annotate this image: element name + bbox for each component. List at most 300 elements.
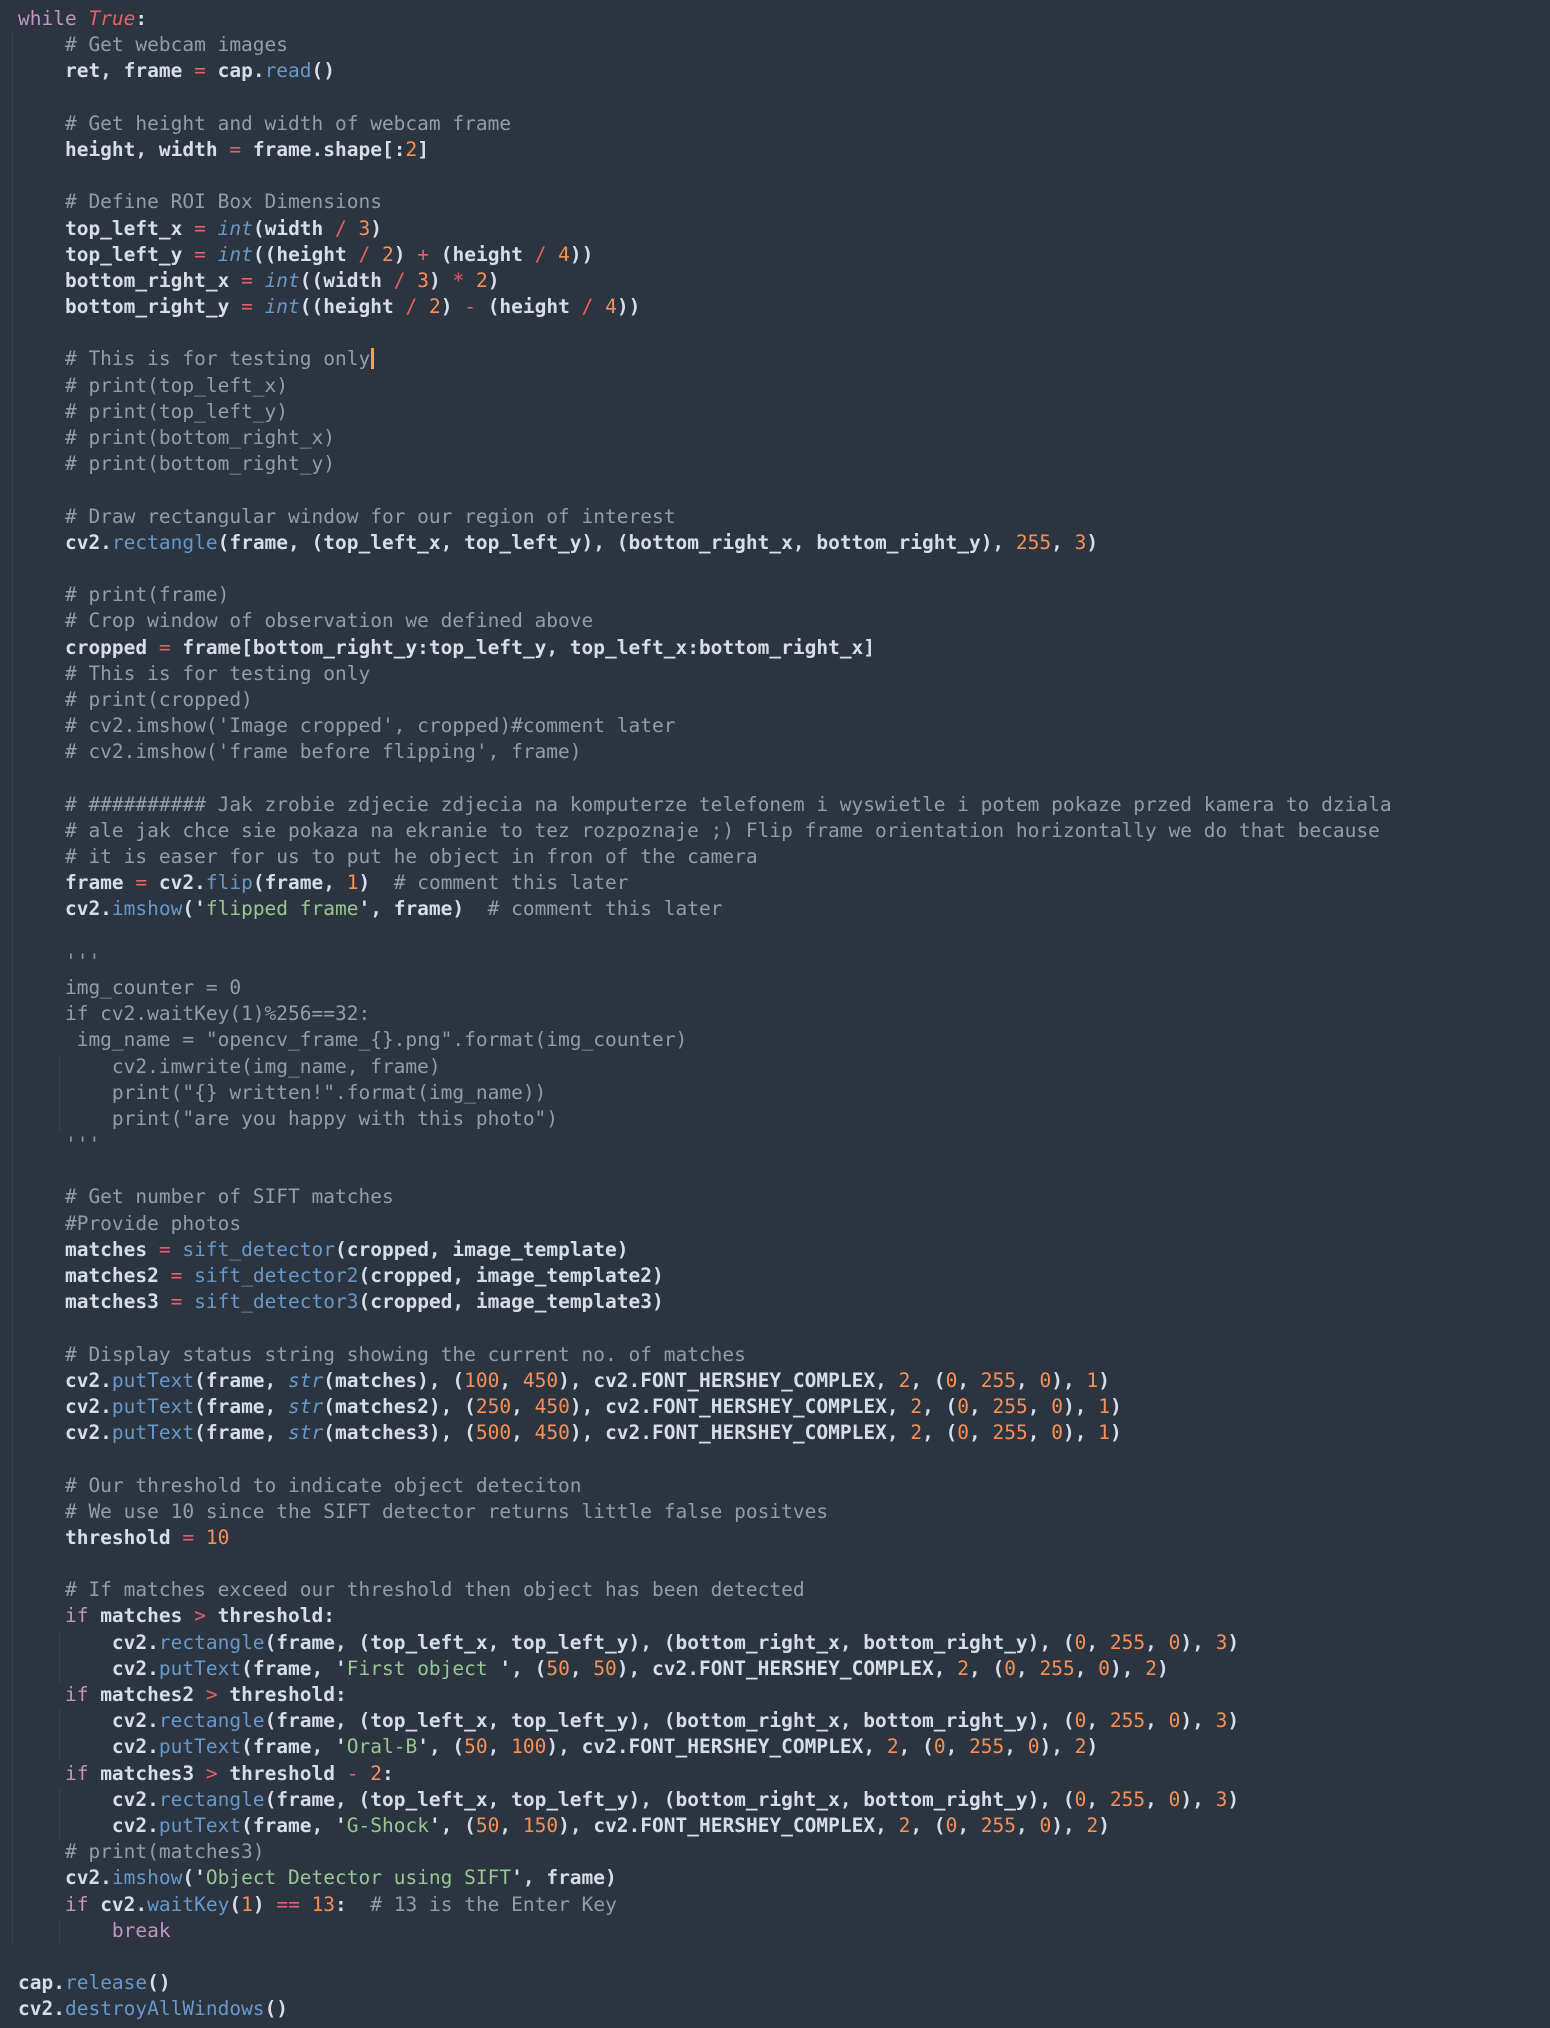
code-token: , [945, 1735, 970, 1759]
code-token: 0 [1027, 1735, 1040, 1759]
code-token: , [1086, 1630, 1110, 1654]
code-token [206, 243, 218, 266]
code-token: 250 [475, 1394, 512, 1418]
code-line-55[interactable] [18, 1420, 1392, 1446]
code-line-14[interactable] [18, 346, 1392, 372]
code-token: 255 [1109, 1787, 1146, 1811]
code-token: 50 [475, 1813, 500, 1837]
code-token: ] [417, 137, 429, 161]
code-token: / [335, 216, 347, 240]
code-line-54[interactable] [18, 1394, 1392, 1420]
code-token: Object Detector using SIFT [205, 1866, 512, 1890]
code-line-21[interactable] [18, 530, 1392, 556]
code-line-43[interactable] [18, 1106, 1392, 1132]
code-token: # print(frame) [18, 583, 230, 607]
code-token: ''' [18, 949, 101, 973]
code-token: , [1145, 1630, 1169, 1654]
code-token: , [511, 1421, 535, 1445]
code-token: (frame, ' [241, 1656, 347, 1680]
code-line-6[interactable] [18, 137, 1392, 163]
code-line-52[interactable] [18, 1342, 1392, 1368]
code-line-58[interactable] [18, 1499, 1392, 1525]
code-token: 1 [346, 871, 359, 895]
code-token [464, 269, 476, 292]
code-token: , [1016, 1813, 1040, 1837]
code-token: cv2. [18, 1656, 159, 1680]
code-token: ) [1227, 1787, 1240, 1811]
code-token: 255 [992, 1394, 1028, 1418]
code-token: ), [1063, 1421, 1099, 1445]
code-token: 255 [992, 1421, 1028, 1445]
code-token: , ( [910, 1368, 946, 1392]
code-line-73[interactable] [18, 1892, 1392, 1918]
code-token: 50 [546, 1656, 570, 1680]
code-token: () [311, 59, 336, 83]
code-line-60[interactable] [18, 1551, 1392, 1577]
code-line-29[interactable] [18, 739, 1392, 765]
code-line-46[interactable] [18, 1184, 1392, 1210]
code-token: 2 [428, 295, 441, 319]
code-token: 100 [511, 1735, 547, 1759]
code-token: threshold: [217, 1683, 347, 1706]
code-token: ((height [299, 295, 406, 319]
code-line-51[interactable] [18, 1315, 1392, 1341]
code-token: matches2 [18, 1264, 171, 1287]
code-token: sift_detector2 [194, 1264, 359, 1287]
code-token: + [417, 242, 429, 266]
code-line-27[interactable] [18, 687, 1392, 713]
code-token: cv2. [100, 1892, 148, 1916]
code-token: > [205, 1683, 218, 1706]
code-token [253, 295, 265, 318]
code-token: # Define ROI Box Dimensions [18, 190, 382, 214]
code-token: matches3 [18, 1290, 171, 1314]
code-token: ', ( [428, 1813, 476, 1837]
code-token: # We use 10 since the SIFT detector returns little false positves [18, 1499, 829, 1523]
code-line-30[interactable] [18, 765, 1392, 791]
code-token: / [358, 242, 371, 266]
code-token: 1 [1086, 1368, 1099, 1392]
code-token: cv2. [18, 1394, 112, 1418]
code-line-48[interactable] [18, 1237, 1392, 1263]
code-line-53[interactable] [18, 1368, 1392, 1394]
code-token: )) [616, 295, 641, 319]
code-line-62[interactable] [18, 1603, 1392, 1629]
code-line-69[interactable] [18, 1787, 1392, 1813]
code-token: , [1145, 1709, 1169, 1733]
code-line-28[interactable] [18, 713, 1392, 739]
code-token: # comment this later [393, 871, 629, 895]
code-token: str [288, 1394, 324, 1418]
code-token: > [205, 1761, 218, 1785]
code-token: 2 [1074, 1735, 1087, 1759]
code-token: # ale jak chce sie pokaza na ekranie to tez rozpoznaje ;) Flip frame orientation horizontally we do that because [18, 818, 1380, 842]
code-token: 150 [522, 1813, 559, 1837]
code-token: 0 [957, 1421, 970, 1445]
code-line-70[interactable] [18, 1813, 1392, 1839]
code-line-34[interactable] [18, 870, 1392, 896]
code-token: = [194, 216, 206, 240]
code-token: 2 [405, 137, 418, 161]
code-token: frame[bottom_right_y:top_left_y, top_left_x:bottom_right_x] [170, 635, 876, 659]
code-line-45[interactable] [18, 1158, 1392, 1184]
code-token [182, 1290, 194, 1313]
code-token: 3 [1215, 1630, 1228, 1654]
code-line-57[interactable] [18, 1473, 1392, 1499]
code-line-63[interactable] [18, 1630, 1392, 1656]
code-line-33[interactable] [18, 844, 1392, 870]
code-line-61[interactable] [18, 1577, 1392, 1603]
code-token: (cropped, image_template3) [358, 1290, 664, 1314]
code-token: matches2 [100, 1683, 206, 1706]
code-token: cropped [18, 635, 159, 659]
code-token: destroyAllWindows [64, 1997, 265, 2021]
code-token: ), [1063, 1394, 1099, 1418]
code-token: putText [111, 1421, 195, 1445]
code-token: 255 [1039, 1656, 1075, 1680]
code-token: waitKey [147, 1892, 230, 1916]
code-line-41[interactable] [18, 1054, 1392, 1080]
code-token: , [499, 1368, 523, 1392]
code-line-2[interactable] [18, 32, 1392, 58]
code-token: int [264, 295, 300, 319]
code-token: print("{} written!".format(img_name)) [18, 1080, 547, 1104]
code-token: (matches), ( [323, 1368, 465, 1392]
code-token: sift_detector [182, 1237, 336, 1261]
code-token: matches3 [100, 1761, 206, 1785]
code-line-47[interactable] [18, 1211, 1392, 1237]
code-token: rectangle [158, 1709, 265, 1733]
code-line-20[interactable] [18, 504, 1392, 530]
code-token: 500 [475, 1421, 512, 1445]
code-token: # This is for testing only [18, 347, 371, 371]
code-line-19[interactable] [18, 477, 1392, 503]
code-line-65[interactable] [18, 1682, 1392, 1708]
code-token: 3 [417, 268, 429, 292]
code-token: = [194, 242, 206, 266]
code-token: 0 [1074, 1787, 1087, 1811]
code-token: (height [475, 295, 582, 319]
code-token: cap. [205, 59, 265, 83]
code-token: # Draw rectangular window for our region of interest [18, 504, 676, 528]
code-token: (frame, ' [241, 1735, 347, 1759]
code-token: # comment this later [487, 897, 723, 921]
code-token: / [581, 295, 594, 319]
code-token: 13 [311, 1892, 336, 1916]
code-line-39[interactable] [18, 1001, 1392, 1027]
code-token: 255 [969, 1735, 1005, 1759]
code-token: ), [1180, 1630, 1216, 1654]
code-line-18[interactable] [18, 451, 1392, 477]
code-token: (frame, [194, 1394, 289, 1418]
code-token: (frame, [252, 871, 347, 895]
code-token: 1 [241, 1892, 253, 1916]
code-line-77[interactable] [18, 1996, 1392, 2022]
code-token: ) [440, 295, 465, 319]
code-line-71[interactable] [18, 1839, 1392, 1865]
code-token: 0 [1004, 1656, 1016, 1680]
code-token: # cv2.imshow('frame before flipping', frame) [18, 740, 582, 764]
code-line-16[interactable] [18, 399, 1392, 425]
code-token: ), cv2.FONT_HERSHEY_COMPLEX, [558, 1813, 899, 1837]
code-token: # print(top_left_x) [18, 373, 289, 397]
code-token [593, 295, 605, 318]
code-line-76[interactable] [18, 1970, 1392, 1996]
code-token: 50 [464, 1735, 488, 1759]
code-line-7[interactable] [18, 163, 1392, 189]
code-token: if cv2.waitKey(1)%256==32: [18, 1002, 371, 1026]
code-token: # Get height and width of webcam frame [18, 111, 512, 135]
code-line-37[interactable] [18, 949, 1392, 975]
code-token: = [158, 635, 171, 659]
code-token: , [1086, 1709, 1110, 1733]
code-token [405, 269, 417, 292]
code-line-72[interactable] [18, 1865, 1392, 1891]
code-line-67[interactable] [18, 1734, 1392, 1760]
code-line-75[interactable] [18, 1944, 1392, 1970]
code-token: 0 [933, 1735, 946, 1759]
code-line-11[interactable] [18, 268, 1392, 294]
code-token: cv2. [18, 530, 112, 554]
code-token: 2 [910, 1394, 923, 1418]
code-token: ((height [252, 242, 359, 266]
code-token: ) [393, 242, 418, 266]
code-line-23[interactable] [18, 582, 1392, 608]
code-token: ), [1180, 1787, 1216, 1811]
code-line-59[interactable] [18, 1525, 1392, 1551]
code-token: * [452, 268, 465, 292]
code-token: img_name = "opencv_frame_{}.png".format(img_counter) [18, 1028, 688, 1052]
code-line-56[interactable] [18, 1446, 1392, 1472]
code-token: 2 [910, 1421, 923, 1445]
code-token: 0 [945, 1813, 958, 1837]
code-line-1[interactable] [18, 6, 1392, 32]
code-token: # print(bottom_right_x) [18, 426, 335, 449]
code-token: (frame, (top_left_x, top_left_y), (bottom_right_x, bottom_right_y), ( [264, 1787, 1075, 1811]
code-token: 3 [1074, 530, 1087, 554]
code-token: (height [429, 242, 535, 266]
code-token: ), cv2.FONT_HERSHEY_COMPLEX, [569, 1421, 911, 1445]
code-token: sift_detector3 [194, 1290, 359, 1314]
code-token: (frame, [194, 1421, 289, 1445]
code-token: = [229, 137, 242, 161]
code-token: ), cv2.FONT_HERSHEY_COMPLEX, [616, 1656, 958, 1680]
code-line-64[interactable] [18, 1656, 1392, 1682]
code-token: str [288, 1368, 324, 1392]
code-line-5[interactable] [18, 111, 1392, 137]
code-token: threshold [18, 1525, 183, 1549]
code-token: 0 [1168, 1787, 1181, 1811]
code-token [370, 243, 382, 266]
code-token: int [264, 268, 300, 292]
code-line-22[interactable] [18, 556, 1392, 582]
code-line-4[interactable] [18, 85, 1392, 111]
code-token: G-Shock [346, 1813, 429, 1837]
code-token: Oral-B [346, 1735, 418, 1759]
code-line-44[interactable] [18, 1132, 1392, 1158]
code-token: , [1027, 1394, 1052, 1418]
code-token [417, 295, 429, 318]
code-line-50[interactable] [18, 1289, 1392, 1315]
code-token: if [18, 1892, 101, 1916]
code-token: = [182, 1525, 195, 1549]
code-token: 450 [534, 1394, 570, 1418]
code-token: = [194, 59, 206, 83]
code-token: First object [346, 1656, 500, 1680]
code-token: # print(bottom_right_y) [18, 452, 335, 476]
code-token: - [346, 1761, 359, 1785]
code-token: # This is for testing only [18, 661, 371, 685]
code-token: if [18, 1604, 101, 1628]
code-token: ', frame) [358, 897, 488, 921]
code-token: , ( [910, 1813, 946, 1837]
code-token: 2 [886, 1735, 899, 1759]
code-token: # cv2.imshow('Image cropped', cropped)#comment later [18, 714, 676, 738]
code-token: 0 [1039, 1368, 1052, 1392]
code-token: , ( [969, 1656, 1005, 1680]
code-token: 0 [945, 1368, 958, 1392]
code-token: rectangle [111, 530, 218, 554]
code-token: putText [111, 1368, 195, 1392]
code-token [546, 243, 558, 266]
code-token: (frame, (top_left_x, top_left_y), (bottom_right_x, bottom_right_y), ( [264, 1709, 1075, 1733]
code-line-25[interactable] [18, 635, 1392, 661]
code-token: - [464, 295, 476, 319]
code-token: (cropped, image_template) [335, 1237, 629, 1261]
code-line-66[interactable] [18, 1708, 1392, 1734]
code-line-12[interactable] [18, 294, 1392, 320]
code-line-40[interactable] [18, 1027, 1392, 1053]
code-token: putText [111, 1394, 195, 1418]
code-line-35[interactable] [18, 896, 1392, 922]
code-token: matches [18, 1237, 159, 1261]
code-token: 50 [593, 1656, 617, 1680]
code-token: , [1074, 1656, 1099, 1680]
code-token: putText [158, 1656, 242, 1680]
code-token: ) [1227, 1709, 1240, 1733]
code-line-49[interactable] [18, 1263, 1392, 1289]
code-token: 100 [464, 1368, 500, 1392]
code-line-13[interactable] [18, 320, 1392, 346]
code-token: 2 [898, 1368, 911, 1392]
code-token: ) [1098, 1813, 1110, 1837]
code-token: ), [1039, 1735, 1075, 1759]
code-token: ), cv2.FONT_HERSHEY_COMPLEX, [569, 1394, 911, 1418]
code-token: # Get webcam images [18, 33, 289, 57]
code-token: ) [1156, 1656, 1169, 1680]
code-line-9[interactable] [18, 216, 1392, 242]
code-token: ', frame) [511, 1866, 617, 1890]
code-token: ', ( [499, 1656, 547, 1680]
code-line-68[interactable] [18, 1761, 1392, 1787]
code-token: ) [487, 268, 500, 292]
code-token: , [957, 1368, 981, 1392]
code-token: 2 [898, 1813, 911, 1837]
code-token: : [335, 1892, 371, 1916]
code-token: bottom_right_x [18, 268, 242, 292]
code-line-74[interactable] [18, 1918, 1392, 1944]
indent-guide [12, 32, 13, 1945]
code-token [347, 217, 359, 240]
code-token [171, 1238, 183, 1261]
code-line-31[interactable] [18, 792, 1392, 818]
code-token: 255 [1109, 1630, 1146, 1654]
code-line-42[interactable] [18, 1080, 1392, 1106]
code-token: 2 [382, 242, 394, 266]
code-token: cv2. [18, 1368, 112, 1392]
code-token: = [241, 268, 253, 292]
code-token: # If matches exceed our threshold then object has been detected [18, 1578, 805, 1602]
code-token: 0 [1168, 1630, 1181, 1654]
code-token: == [276, 1892, 300, 1916]
code-token: (frame, (top_left_x, top_left_y), (bottom_right_x, bottom_right_y), [217, 530, 1016, 554]
code-token: = [170, 1290, 183, 1314]
code-token: imshow [111, 897, 183, 921]
code-token: 0 [1051, 1394, 1063, 1418]
code-line-38[interactable] [18, 975, 1392, 1001]
code-token: putText [158, 1813, 242, 1837]
code-token: 0 [1168, 1709, 1181, 1733]
code-token: 3 [1215, 1787, 1228, 1811]
code-token: ( [229, 1892, 242, 1916]
code-token: # print(cropped) [18, 687, 253, 711]
code-token: # Our threshold to indicate object deteciton [18, 1473, 582, 1497]
code-line-26[interactable] [18, 661, 1392, 687]
code-token: while [18, 7, 89, 30]
code-token: , [969, 1394, 993, 1418]
code-token: 4 [605, 295, 617, 319]
code-token [182, 1264, 194, 1287]
code-token: cv2. [18, 1709, 159, 1733]
code-token: 0 [1074, 1709, 1087, 1733]
code-token: # print(top_left_y) [18, 399, 289, 423]
code-token: cv2.imwrite(img_name, frame) [18, 1054, 441, 1078]
code-token: / [405, 295, 418, 319]
code-token: / [393, 268, 406, 292]
code-token: ) [1109, 1394, 1122, 1418]
code-line-15[interactable] [18, 373, 1392, 399]
code-line-32[interactable] [18, 818, 1392, 844]
code-token: (' [182, 897, 206, 921]
code-line-36[interactable] [18, 923, 1392, 949]
code-token: 0 [957, 1394, 970, 1418]
code-token: ), [1051, 1813, 1087, 1837]
code-token: flipped frame [205, 897, 359, 921]
code-token: , [1016, 1656, 1040, 1680]
code-line-3[interactable] [18, 58, 1392, 84]
code-line-17[interactable] [18, 425, 1392, 451]
code-token: cap. [18, 1971, 65, 1995]
code-token: (frame, (top_left_x, top_left_y), (bottom_right_x, bottom_right_y), ( [264, 1630, 1075, 1654]
code-line-8[interactable] [18, 189, 1392, 215]
code-line-10[interactable] [18, 242, 1392, 268]
code-token: top_left_y [18, 242, 195, 266]
code-token: putText [158, 1735, 242, 1759]
code-token: read [264, 59, 312, 83]
code-token: ) [428, 268, 453, 292]
code-token: cv2. [18, 1421, 112, 1445]
code-line-24[interactable] [18, 608, 1392, 634]
code-token: # Get number of SIFT matches [18, 1185, 394, 1209]
code-token: flip [205, 871, 253, 895]
code-token: 1 [1098, 1421, 1110, 1445]
code-token [359, 1762, 371, 1785]
code-token: () [147, 1971, 171, 1995]
code-text-layer [18, 6, 1392, 2022]
code-token: break [18, 1918, 171, 1942]
code-token: () [264, 1997, 289, 2021]
code-token: , ( [922, 1421, 958, 1445]
